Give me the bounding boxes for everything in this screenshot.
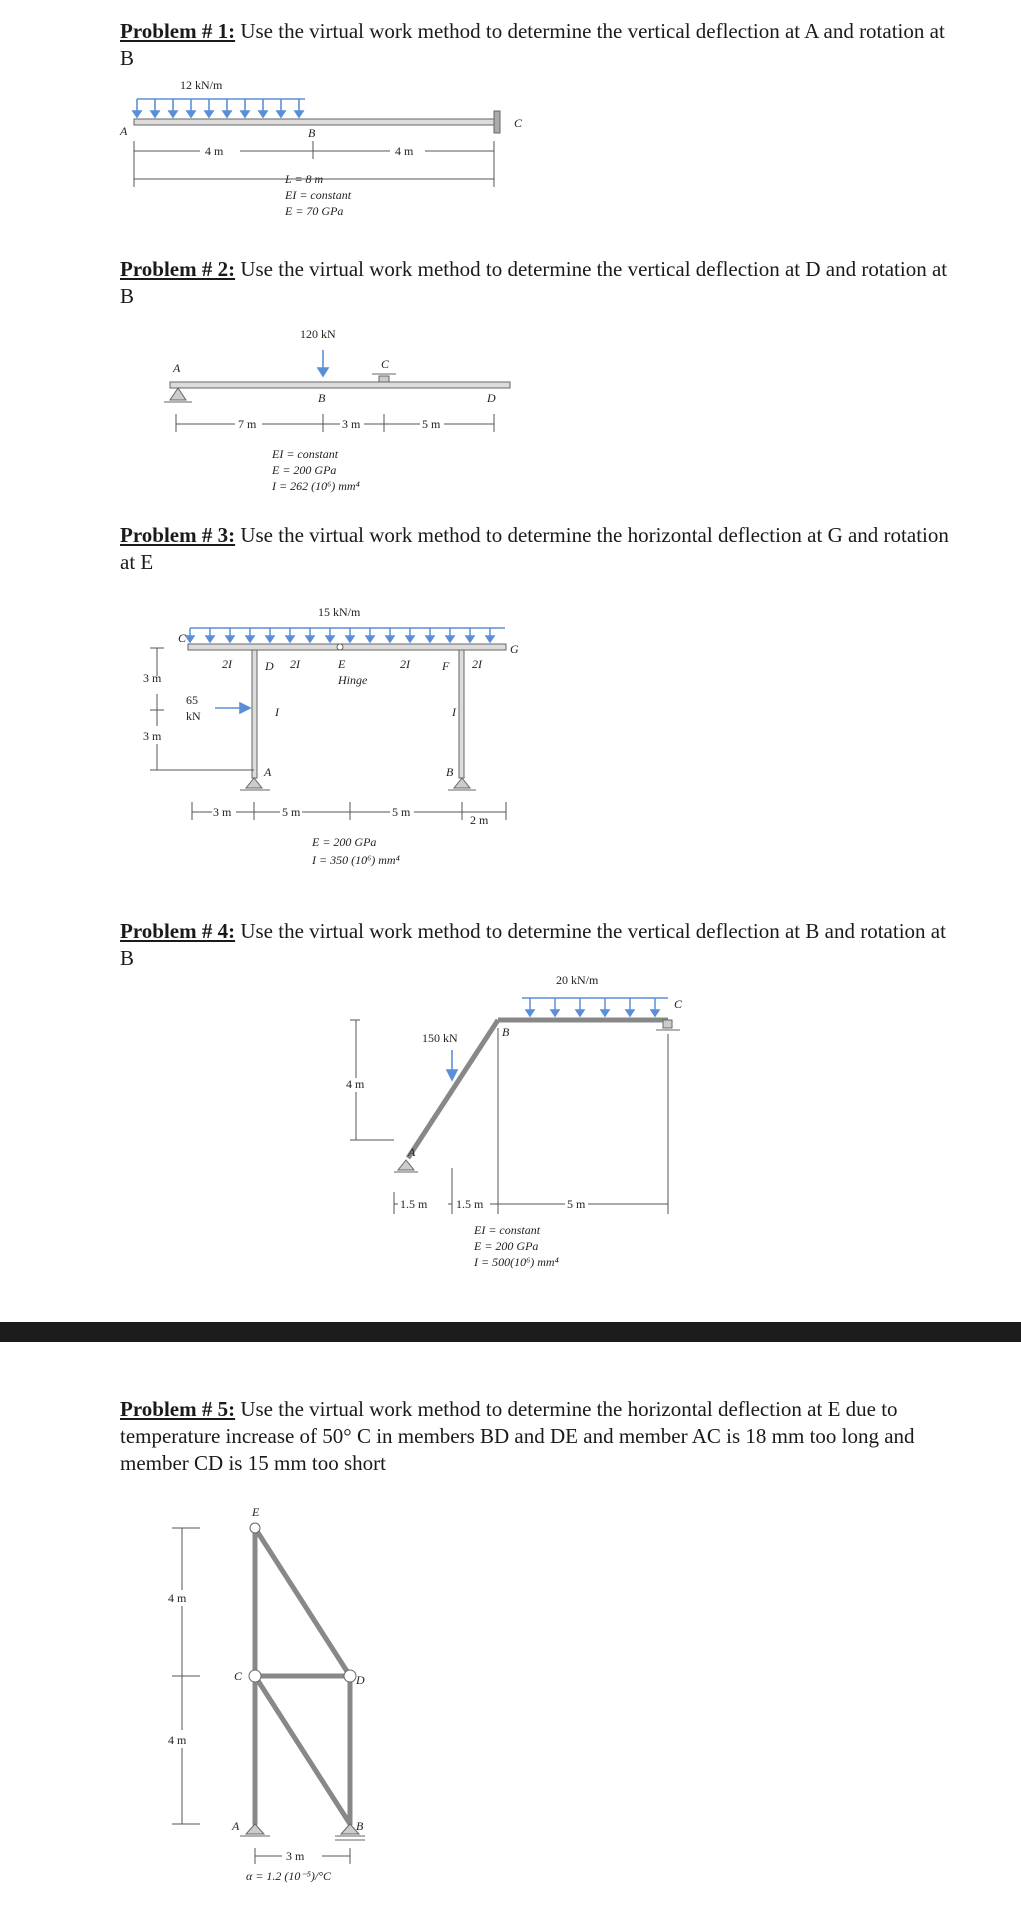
- problem-3-text: [120, 522, 960, 576]
- p3-label-f: F: [442, 659, 450, 673]
- p3-distributed-load: [186, 628, 505, 642]
- problem-2-figure: [0, 322, 560, 508]
- p3-dim-4: 5 m: [282, 805, 301, 819]
- p4-label-b: B: [502, 1025, 510, 1039]
- p5-label-a: A: [232, 1819, 240, 1833]
- p2-prop-2: E = 200 GPa: [272, 463, 337, 477]
- p4-dim-2: 1.5 m: [400, 1197, 428, 1211]
- p3-prop-2: I = 350 (10⁶) mm⁴: [312, 853, 400, 867]
- p1-fixed-support: [494, 111, 500, 133]
- p2-dim-2: 3 m: [342, 417, 361, 431]
- p5-dimension-lines: [172, 1528, 350, 1864]
- p5-prop-1: α = 1.2 (10⁻⁵)/°C: [246, 1869, 332, 1883]
- p2-prop-1: EI = constant: [272, 447, 339, 461]
- p4-dim-3: 1.5 m: [456, 1197, 484, 1211]
- p4-label-c: C: [674, 997, 683, 1011]
- p2-beam: [170, 382, 510, 388]
- p3-label-a: A: [264, 765, 272, 779]
- p3-dim-3: 3 m: [213, 805, 232, 819]
- p3-hinge-label: Hinge: [338, 673, 368, 687]
- p4-prop-2: E = 200 GPa: [474, 1239, 539, 1253]
- p3-label-b: B: [446, 765, 454, 779]
- p5-dim-3: 3 m: [286, 1849, 305, 1863]
- p3-label-d: D: [265, 659, 274, 673]
- p2-dimension-lines: [176, 414, 494, 432]
- p2-pin-support-a: [164, 388, 192, 402]
- p2-prop-3: I = 262 (10⁶) mm⁴: [272, 479, 360, 493]
- p3-stiffness-3: 2I: [400, 657, 410, 671]
- p3-load-label: 15 kN/m: [318, 605, 361, 619]
- problem-5-number: Problem # 5:: [120, 1397, 236, 1421]
- p4-support-a: [394, 1160, 418, 1172]
- problem-2-text: [120, 256, 960, 310]
- problem-4-text: [120, 918, 960, 972]
- p1-load-label: 12 kN/m: [180, 78, 223, 92]
- p3-girder: [188, 644, 506, 650]
- p1-dim-2: 4 m: [395, 144, 414, 158]
- p3-dim-6: 2 m: [470, 813, 489, 827]
- p2-load-label: 120 kN: [300, 327, 336, 341]
- p3-side-load: [215, 703, 250, 713]
- problem-4-number: Problem # 4:: [120, 919, 236, 943]
- p3-prop-1: E = 200 GPa: [312, 835, 377, 849]
- p1-distributed-load: [133, 99, 305, 117]
- p3-stiffness-4: 2I: [472, 657, 482, 671]
- problem-1-number: Problem # 1:: [120, 19, 236, 43]
- problem-1-text: [120, 18, 960, 72]
- p5-joint-e: [250, 1523, 260, 1533]
- p3-dimension-lines: [150, 648, 506, 820]
- p3-stiffness-6: I: [452, 705, 456, 719]
- p3-label-g: G: [510, 642, 519, 656]
- problem-1-figure: [0, 75, 600, 225]
- p2-dim-1: 7 m: [238, 417, 257, 431]
- problem-1-statement: Use the virtual work method to determine the vertical deflection at A and rotation at B: [120, 19, 945, 70]
- p4-dist-load-label: 20 kN/m: [556, 973, 599, 987]
- p4-prop-3: I = 500(10⁶) mm⁴: [474, 1255, 559, 1269]
- p1-prop-1: L = 8 m: [285, 172, 324, 186]
- p4-label-a: A: [408, 1145, 416, 1159]
- p5-dim-1: 4 m: [168, 1591, 187, 1605]
- p5-support-a: [240, 1824, 270, 1836]
- p3-support-b: [448, 778, 476, 790]
- problem-3-figure: [0, 598, 560, 880]
- p5-label-b: B: [356, 1819, 364, 1833]
- p4-point-load: [447, 1050, 457, 1080]
- p3-hinge-marker: [337, 644, 343, 650]
- p3-label-e: E: [338, 657, 346, 671]
- p3-dim-5: 5 m: [392, 805, 411, 819]
- p2-roller-support-c: [372, 374, 396, 382]
- problem-4-statement: Use the virtual work method to determine the vertical deflection at B and rotation at B: [120, 919, 946, 970]
- p2-label-a: A: [173, 361, 181, 375]
- p3-dim-1: 3 m: [143, 671, 162, 685]
- p4-point-load-label: 150 kN: [422, 1031, 458, 1045]
- p5-dim-2: 4 m: [168, 1733, 187, 1747]
- p2-point-load: [318, 350, 328, 376]
- problem-3-statement: Use the virtual work method to determine the horizontal deflection at G and rotation at E: [120, 523, 949, 574]
- p5-label-c: C: [234, 1669, 243, 1683]
- p1-label-c: C: [514, 116, 523, 130]
- p4-distributed-load: [522, 998, 668, 1016]
- p3-column-ad: [252, 650, 257, 778]
- p3-dim-2: 3 m: [143, 729, 162, 743]
- p1-prop-3: E = 70 GPa: [285, 204, 344, 218]
- p3-stiffness-5: I: [275, 705, 279, 719]
- p3-side-load-value: 65: [186, 693, 198, 707]
- p5-label-d: D: [356, 1673, 365, 1687]
- p1-label-b: B: [308, 126, 316, 140]
- problem-5-statement: Use the virtual work method to determine the horizontal deflection at E due to temperature increase of 50° C in members BD and DE and member AC is 18 mm too long and member CD is 15 mm too short: [120, 1397, 915, 1475]
- p2-label-b: B: [318, 391, 326, 405]
- p1-dim-1: 4 m: [205, 144, 224, 158]
- p1-beam: [134, 119, 494, 125]
- p4-prop-1: EI = constant: [474, 1223, 541, 1237]
- p3-stiffness-1: 2I: [222, 657, 232, 671]
- problem-5-text: [120, 1396, 960, 1477]
- p4-dim-1: 4 m: [346, 1077, 365, 1091]
- p5-truss-members: [255, 1528, 350, 1824]
- p5-joint-c: [249, 1670, 261, 1682]
- problem-2-statement: Use the virtual work method to determine the vertical deflection at D and rotation at B: [120, 257, 948, 308]
- p3-stiffness-2: 2I: [290, 657, 300, 671]
- p3-label-c: C: [178, 631, 187, 645]
- p5-label-e: E: [252, 1505, 260, 1519]
- p3-column-bf: [459, 650, 464, 778]
- problem-2-number: Problem # 2:: [120, 257, 236, 281]
- p1-prop-2: EI = constant: [285, 188, 352, 202]
- p5-joint-d: [344, 1670, 356, 1682]
- p2-label-d: D: [487, 391, 496, 405]
- p4-dimension-lines: [350, 1020, 668, 1214]
- p3-support-a: [240, 778, 270, 790]
- p2-dim-3: 5 m: [422, 417, 441, 431]
- problem-5-figure: [0, 1500, 420, 1886]
- section-divider: [0, 1322, 1021, 1342]
- problem-4-figure: [0, 968, 720, 1284]
- p1-label-a: A: [120, 124, 128, 138]
- problem-3-number: Problem # 3:: [120, 523, 236, 547]
- p3-side-load-unit: kN: [186, 709, 201, 723]
- p4-dim-4: 5 m: [567, 1197, 586, 1211]
- p2-label-c: C: [381, 357, 390, 371]
